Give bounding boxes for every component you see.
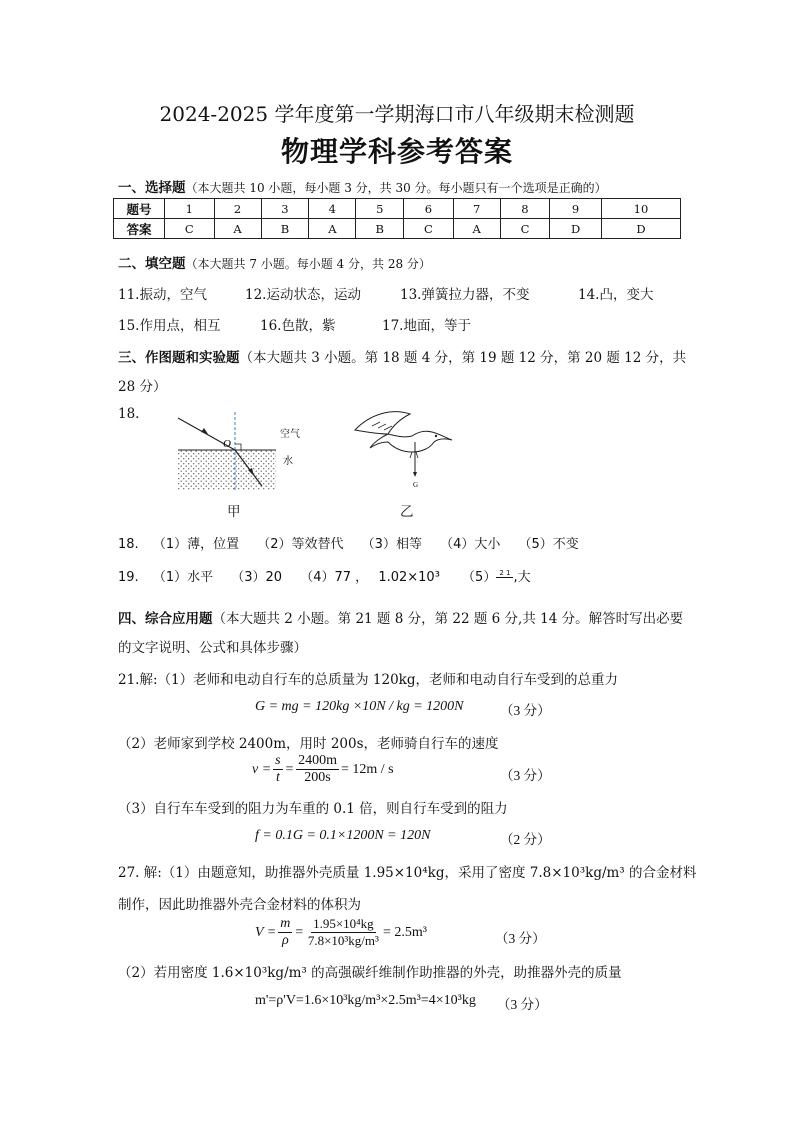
q21-part3: （3）自行车车受到的阻力为车重的 0.1 倍，则自行车受到的阻力 bbox=[118, 801, 508, 817]
fraction-expression: 2 1 bbox=[496, 569, 513, 578]
figure-caption: 乙 bbox=[400, 504, 414, 520]
table-cell: C bbox=[500, 219, 550, 239]
section3-label: 三、作图题和实验题 bbox=[118, 350, 240, 366]
water-label: 水 bbox=[283, 456, 293, 467]
answer-item: （4）77 ， bbox=[300, 570, 369, 585]
score: （3 分） bbox=[500, 703, 551, 718]
section4-desc: （本大题共 2 小题。第 21 题 8 分，第 22 题 6 分,共 14 分。解答时写出必要 bbox=[212, 611, 684, 627]
section1-desc: （本大题共 10 小题，每小题 3 分，共 30 分。每小题只有一个选项是正确的） bbox=[185, 181, 607, 195]
section4-label: 四、综合应用题 bbox=[118, 611, 213, 627]
air-label: 空气 bbox=[280, 429, 300, 440]
table-cell: A bbox=[453, 219, 500, 239]
fill-answer: 14.凸，变大 bbox=[578, 287, 654, 303]
water-region bbox=[178, 450, 276, 490]
section2-desc: （本大题共 7 小题。每小题 4 分，共 28 分） bbox=[185, 257, 431, 271]
answer-item: （5） bbox=[462, 570, 497, 585]
exam-title: 2024-2025 学年度第一学期海口市八年级期末检测题 bbox=[159, 102, 635, 126]
formula-gravity: G = mg = 120kg ×10N / kg = 1200N bbox=[255, 699, 464, 714]
gravity-arrowhead-icon bbox=[413, 472, 417, 477]
table-cell: 10 bbox=[601, 199, 680, 219]
q21-part2: （2）老师家到学校 2400m，用时 200s，老师骑自行车的速度 bbox=[118, 736, 499, 752]
section2-label: 二、填空题 bbox=[118, 256, 186, 272]
bird-wing-icon bbox=[355, 412, 410, 434]
table-cell: 5 bbox=[356, 199, 404, 219]
formula-volume: V = $\frac{m}{\rho}$ = $\frac{\text{1.95×10⁴kg}}{\text{7.8×10³kg/m³}}$ = 2.5m³ bbox=[255, 916, 427, 948]
table-cell: 2 bbox=[214, 199, 261, 219]
fraction-numerator: m bbox=[280, 916, 291, 931]
table-cell: 4 bbox=[309, 199, 356, 219]
question-number: 18. bbox=[118, 406, 140, 422]
fraction-numerator: s bbox=[275, 753, 281, 768]
point-o-label: O bbox=[223, 438, 231, 450]
answer-item: （3）相等 bbox=[361, 537, 422, 552]
score: （3 分） bbox=[500, 768, 551, 783]
fraction bbox=[273, 753, 282, 786]
answer-item: （5）不变 bbox=[518, 537, 579, 552]
table-cell: D bbox=[601, 219, 680, 239]
fraction bbox=[296, 753, 339, 786]
right-angle-mark bbox=[235, 444, 241, 450]
figure-caption: 甲 bbox=[227, 504, 241, 520]
feather-lines bbox=[372, 422, 392, 430]
fraction bbox=[306, 916, 381, 949]
fraction bbox=[278, 916, 292, 949]
refraction-diagram bbox=[170, 410, 305, 492]
gravity-label: G bbox=[413, 481, 419, 488]
table-header-cell: 答案 bbox=[114, 219, 165, 239]
section3-desc-cont: 28 分） bbox=[118, 379, 167, 395]
answer-item: （3）20 bbox=[231, 570, 283, 585]
answer-item: （1）薄，位置 bbox=[152, 537, 240, 552]
answer-line-18 bbox=[118, 533, 579, 552]
answer-item: （4）大小 bbox=[440, 537, 501, 552]
bird-eye-icon bbox=[435, 435, 437, 437]
section2-heading bbox=[118, 252, 431, 272]
answer-table bbox=[113, 198, 681, 239]
table-row bbox=[114, 199, 681, 219]
q27-part1-cont: 制作，因此助推器外壳合金材料的体积为 bbox=[118, 897, 361, 913]
answer-number: 19. bbox=[118, 570, 139, 585]
fill-answer: 11.振动，空气 bbox=[118, 287, 207, 303]
fill-answer: 12.运动状态，运动 bbox=[245, 287, 361, 303]
table-cell: D bbox=[550, 219, 602, 239]
table-cell: 9 bbox=[550, 199, 602, 219]
table-cell: A bbox=[309, 219, 356, 239]
table-cell: 8 bbox=[500, 199, 550, 219]
table-cell: A bbox=[214, 219, 261, 239]
section4-heading bbox=[118, 607, 683, 627]
fraction-denominator: 7.8×10³kg/m³ bbox=[307, 933, 379, 948]
fill-answer: 15.作用点，相互 bbox=[118, 318, 221, 334]
section1-label: 一、选择题 bbox=[118, 180, 186, 196]
answer-item: （1）水平 bbox=[152, 570, 214, 585]
answer-number: 18. bbox=[118, 537, 139, 552]
page-title: 物理学科参考答案 bbox=[280, 135, 513, 168]
formula-rhs: = 12m / s bbox=[340, 761, 394, 777]
q21-part1: 21.解:（1）老师和电动自行车的总质量为 120kg，老师和电动自行车受到的总重力 bbox=[118, 672, 618, 688]
q27-part1: 27. 解:（1）由题意知，助推器外壳质量 1.95×10⁴kg，采用了密度 7.8×10³kg/m³ 的合金材料 bbox=[118, 865, 697, 881]
formula-lhs: v = bbox=[252, 761, 272, 777]
fraction-numerator: 2400m bbox=[298, 753, 337, 768]
score: （3 分） bbox=[497, 997, 548, 1012]
table-cell: 6 bbox=[404, 199, 454, 219]
formula-rhs: = 2.5m³ bbox=[382, 924, 427, 940]
score: （3 分） bbox=[495, 931, 546, 946]
formula-speed: v = $\frac{s}{t}$ = $\frac{2400m}{200s}$ = 12m / s bbox=[252, 753, 394, 785]
section3-heading bbox=[118, 346, 686, 366]
fraction-denominator: ρ bbox=[281, 933, 289, 948]
table-row bbox=[114, 219, 681, 239]
formula-lhs: V = bbox=[255, 924, 277, 940]
section3-desc: （本大题共 3 小题。第 18 题 4 分，第 19 题 12 分，第 20 题 12 分，共 bbox=[239, 350, 687, 366]
fill-answer: 13.弹簧拉力器，不变 bbox=[400, 287, 530, 303]
answer-item: 1.02×10³ bbox=[378, 570, 440, 585]
score: （2 分） bbox=[500, 832, 551, 847]
q27-part2: （2）若用密度 1.6×10³kg/m³ 的高强碳纤维制作助推器的外壳，助推器外壳的质量 bbox=[118, 965, 622, 981]
bird-body-icon bbox=[370, 431, 452, 452]
table-cell: 7 bbox=[453, 199, 500, 219]
table-header-cell: 题号 bbox=[114, 199, 165, 219]
table-cell: C bbox=[165, 219, 215, 239]
section1-heading bbox=[118, 176, 607, 196]
answer-item: ,大 bbox=[513, 570, 531, 585]
answer-line-19 bbox=[118, 566, 531, 585]
fraction-numerator: 1.95×10⁴kg bbox=[313, 916, 374, 931]
table-cell: 3 bbox=[261, 199, 309, 219]
table-cell: B bbox=[356, 219, 404, 239]
fraction-denominator: t bbox=[275, 770, 280, 785]
fraction-denominator: 200s bbox=[304, 770, 331, 785]
table-cell: C bbox=[404, 219, 454, 239]
section4-desc-cont: 的文字说明、公式和具体步骤） bbox=[118, 640, 307, 656]
fill-answer: 17.地面，等于 bbox=[382, 318, 471, 334]
bird-gravity-diagram bbox=[352, 408, 457, 488]
answer-item: （2）等效替代 bbox=[257, 537, 344, 552]
table-cell: B bbox=[261, 219, 309, 239]
fill-answer: 16.色散，紫 bbox=[260, 318, 336, 334]
formula-mass: m'=ρ'V=1.6×10³kg/m³×2.5m³=4×10³kg bbox=[255, 993, 476, 1008]
bird-feet bbox=[410, 452, 418, 458]
table-cell: 1 bbox=[165, 199, 215, 219]
formula-friction: f = 0.1G = 0.1×1200N = 120N bbox=[255, 828, 431, 843]
